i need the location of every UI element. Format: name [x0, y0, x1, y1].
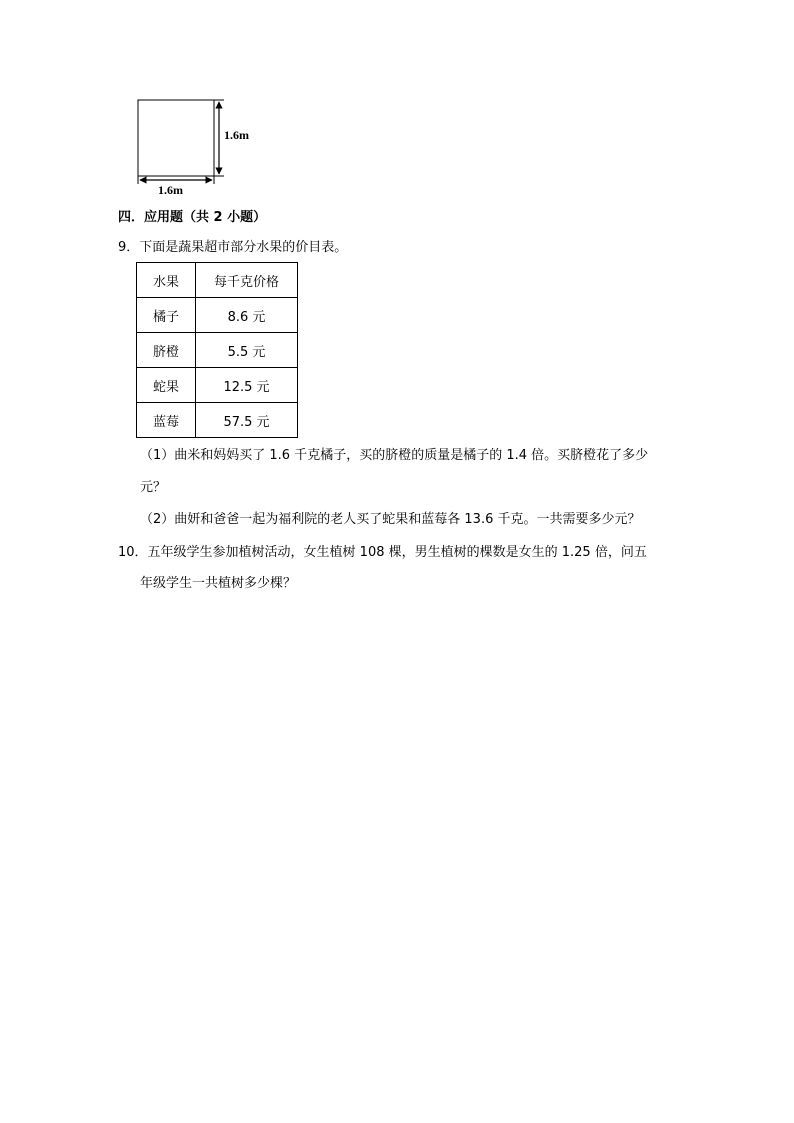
cell-fruit: 蓝莓 — [137, 403, 196, 438]
cell-fruit: 橘子 — [137, 298, 196, 333]
cell-fruit: 蛇果 — [137, 368, 196, 403]
table-row — [137, 403, 298, 438]
header-price: 每千克价格 — [196, 263, 298, 298]
cell-price: 57.5 元 — [196, 403, 298, 438]
question-9-part-2: （2）曲妍和爸爸一起为福利院的老人买了蛇果和蓝莓各 13.6 千克。一共需要多少元？ — [140, 512, 641, 527]
question-9-text: 9．下面是蔬果超市部分水果的价目表。 — [118, 240, 348, 255]
table-row — [137, 298, 298, 333]
section-title: 四．应用题（共 2 小题） — [118, 210, 267, 225]
header-fruit: 水果 — [137, 263, 196, 298]
price-table — [136, 262, 298, 438]
right-dimension-label: 1.6m — [224, 128, 249, 142]
table-header-row — [137, 263, 298, 298]
question-10-line-1: 10．五年级学生参加植树活动，女生植树 108 棵，男生植树的棵数是女生的 1.25 倍，问五 — [118, 545, 647, 560]
question-9-part-1-line-2: 元？ — [140, 480, 167, 495]
bottom-dimension-label: 1.6m — [158, 183, 183, 194]
table-row — [137, 368, 298, 403]
cell-fruit: 脐橙 — [137, 333, 196, 368]
question-9-part-1-line-1: （1）曲米和妈妈买了 1.6 千克橘子，买的脐橙的质量是橘子的 1.4 倍。买脐橙花了多少 — [140, 448, 649, 463]
cell-price: 8.6 元 — [196, 298, 298, 333]
square-figure — [118, 84, 278, 194]
table-row — [137, 333, 298, 368]
question-10-line-2: 年级学生一共植树多少棵？ — [140, 576, 297, 591]
cell-price: 12.5 元 — [196, 368, 298, 403]
cell-price: 5.5 元 — [196, 333, 298, 368]
square-shape — [138, 100, 214, 176]
